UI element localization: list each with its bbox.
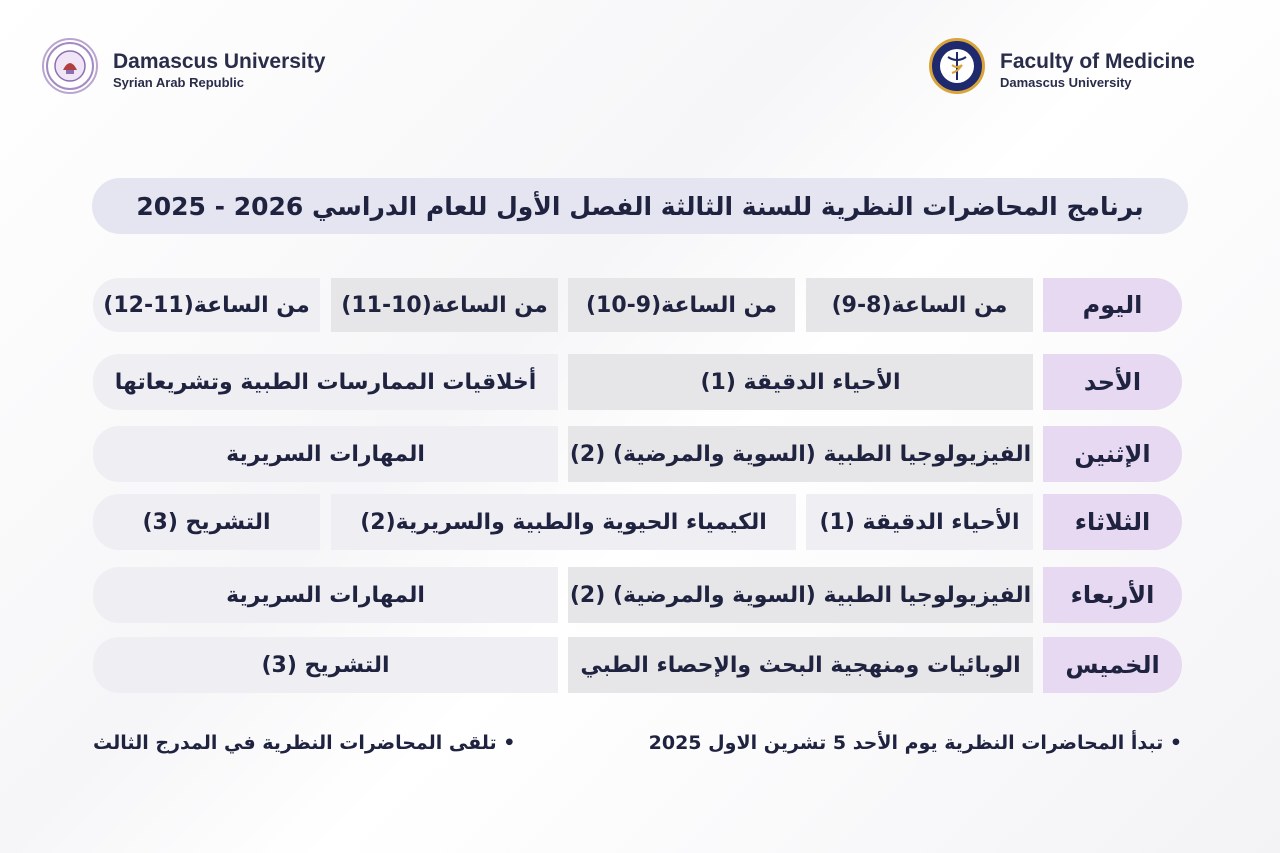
monday-course-8-10: الفيزيولوجيا الطبية (السوية والمرضية) (2) bbox=[568, 426, 1033, 482]
day-cell-tuesday: الثلاثاء bbox=[1043, 494, 1182, 550]
header-slot3-cell: من الساعة(10-11) bbox=[331, 278, 558, 332]
wednesday-course-10-12: المهارات السريرية bbox=[93, 567, 558, 623]
header-slot4-cell: من الساعة(11-12) bbox=[93, 278, 320, 332]
note-hall: • تلقى المحاضرات النظرية في المدرج الثالث bbox=[93, 732, 516, 754]
tuesday-course-11-12: التشريح (3) bbox=[93, 494, 320, 550]
day-cell-sunday: الأحد bbox=[1043, 354, 1182, 410]
right-org-name: Faculty of Medicine bbox=[1000, 50, 1195, 73]
left-org-subtitle: Syrian Arab Republic bbox=[113, 75, 244, 90]
university-seal-icon bbox=[44, 40, 96, 92]
thursday-course-10-12: التشريح (3) bbox=[93, 637, 558, 693]
faculty-of-medicine-logo bbox=[929, 38, 985, 94]
monday-course-10-12: المهارات السريرية bbox=[93, 426, 558, 482]
header-day-cell: اليوم bbox=[1043, 278, 1182, 332]
damascus-university-logo bbox=[42, 38, 98, 94]
header-slot2-cell: من الساعة(9-10) bbox=[568, 278, 795, 332]
schedule-title: برنامج المحاضرات النظرية للسنة الثالثة الفصل الأول للعام الدراسي 2026 - 2025 bbox=[136, 191, 1144, 221]
day-cell-wednesday: الأربعاء bbox=[1043, 567, 1182, 623]
thursday-course-8-10: الوبائيات ومنهجية البحث والإحصاء الطبي bbox=[568, 637, 1033, 693]
day-cell-monday: الإثنين bbox=[1043, 426, 1182, 482]
header-slot1-cell: من الساعة(8-9) bbox=[806, 278, 1033, 332]
sunday-course-10-12: أخلاقيات الممارسات الطبية وتشريعاتها bbox=[93, 354, 558, 410]
right-org-subtitle: Damascus University bbox=[1000, 75, 1132, 90]
note-start-date: • تبدأ المحاضرات النظرية يوم الأحد 5 تشرين الاول 2025 bbox=[648, 732, 1182, 754]
day-cell-thursday: الخميس bbox=[1043, 637, 1182, 693]
wednesday-course-8-10: الفيزيولوجيا الطبية (السوية والمرضية) (2) bbox=[568, 567, 1033, 623]
left-org-name: Damascus University bbox=[113, 50, 326, 73]
sunday-course-8-10: الأحياء الدقيقة (1) bbox=[568, 354, 1033, 410]
schedule-title-bar bbox=[92, 178, 1188, 234]
tuesday-course-8-9: الأحياء الدقيقة (1) bbox=[806, 494, 1033, 550]
tuesday-course-9-11: الكيمياء الحيوية والطبية والسريرية(2) bbox=[331, 494, 796, 550]
caduceus-icon bbox=[932, 41, 982, 91]
